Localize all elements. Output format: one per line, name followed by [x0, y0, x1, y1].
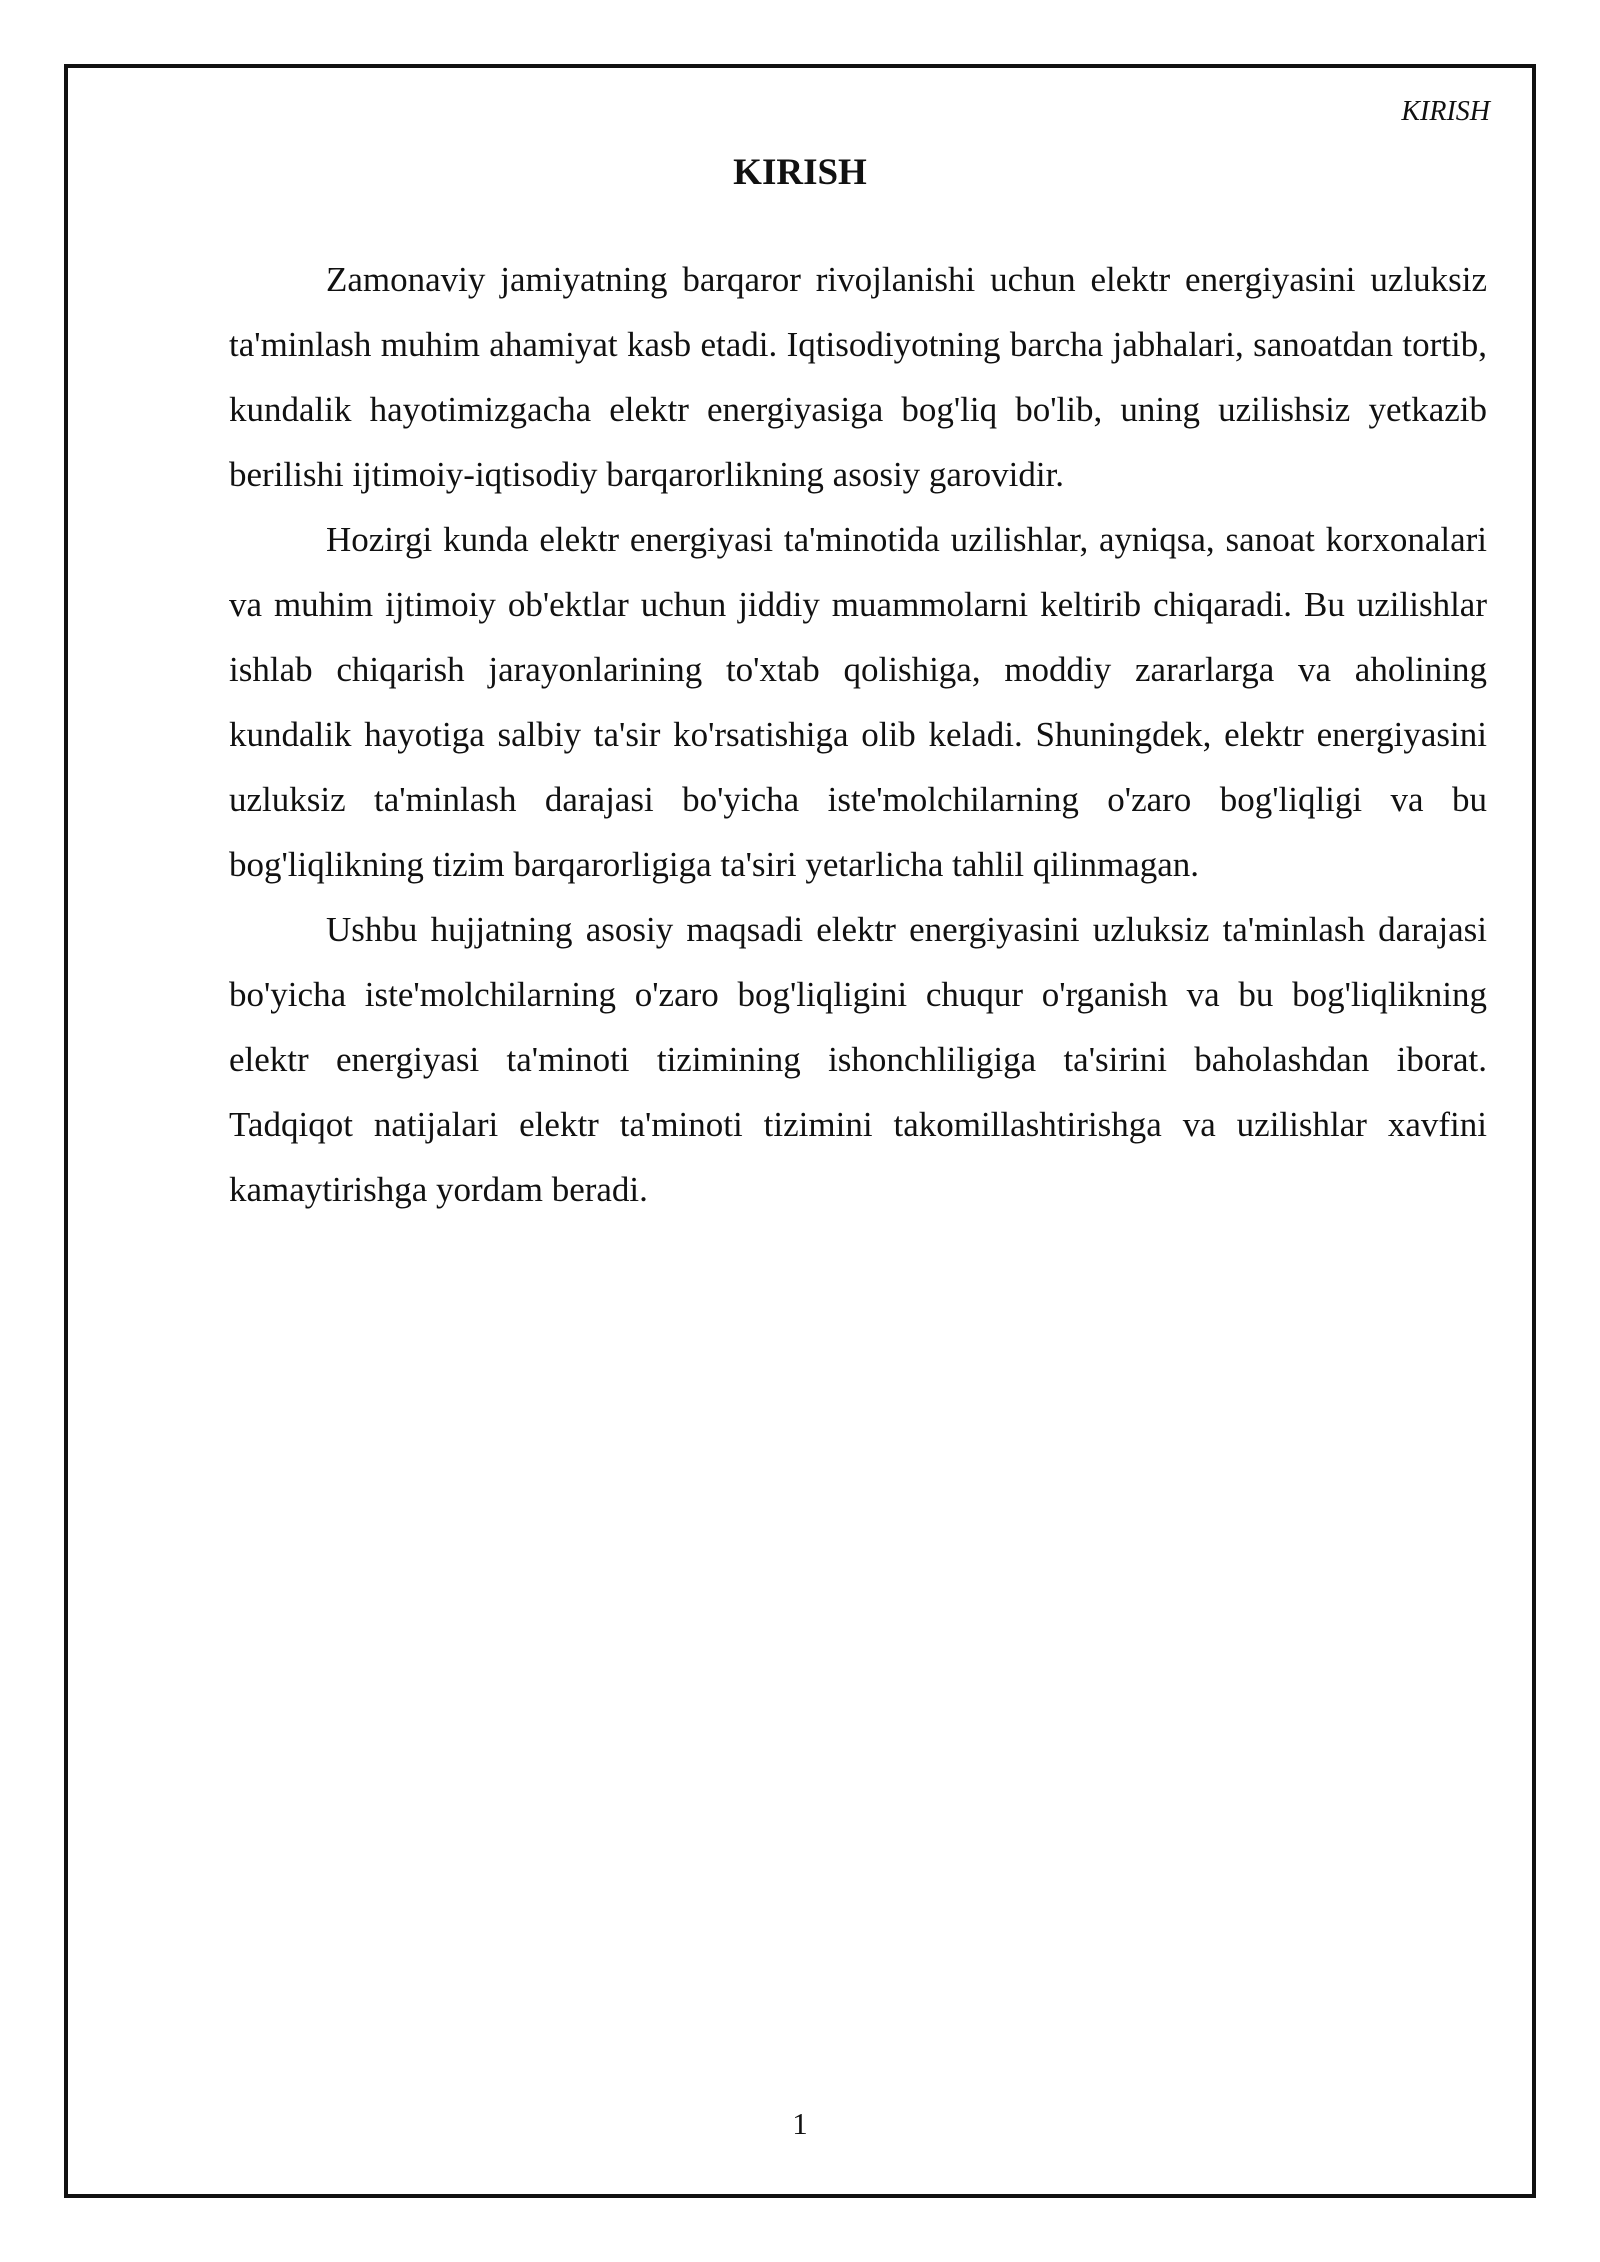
- paragraph-2: Hozirgi kunda elektr energiyasi ta'minotida uzilishlar, ayniqsa, sanoat korxonalari va muhim ijtimoiy ob'ektlar uchun jiddiy muammolarni keltirib chiqaradi. Bu uzilishlar ishlab chiqarish jarayonlarining to'xtab qolishiga, moddiy zararlarga va aholining kundalik hayotiga salbiy ta'sir ko'rsatishiga olib keladi. Shuningdek, elektr energiyasini uzluksiz ta'minlash darajasi bo'yicha iste'molchilarning o'zaro bog'liqligi va bu bog'liqlikning tizim barqarorligiga ta'siri yetarlicha tahlil qilinmagan.: [229, 520, 1487, 884]
- page-title: KIRISH: [733, 152, 867, 193]
- body-text: [229, 247, 1487, 1222]
- paragraph-3: Ushbu hujjatning asosiy maqsadi elektr energiyasini uzluksiz ta'minlash darajasi bo'yicha iste'molchilarning o'zaro bog'liqligini chuqur o'rganish va bu bog'liqlikning elektr energiyasi ta'minoti tizimining ishonchliligiga ta'sirini baholashdan iborat. Tadqiqot natijalari elektr ta'minoti tizimini takomillashtirishga va uzilishlar xavfini kamaytirishga yordam beradi.: [229, 910, 1487, 1209]
- paragraph-1: Zamonaviy jamiyatning barqaror rivojlanishi uchun elektr energiyasini uzluksiz ta'minlash muhim ahamiyat kasb etadi. Iqtisodiyotning barcha jabhalari, sanoatdan tortib, kundalik hayotimizgacha elektr energiyasiga bog'liq bo'lib, uning uzilishsiz yetkazib berilishi ijtimoiy-iqtisodiy barqarorlikning asosiy garovidir.: [229, 260, 1487, 494]
- page-number: 1: [792, 2106, 808, 2141]
- running-header: KIRISH: [1401, 96, 1490, 127]
